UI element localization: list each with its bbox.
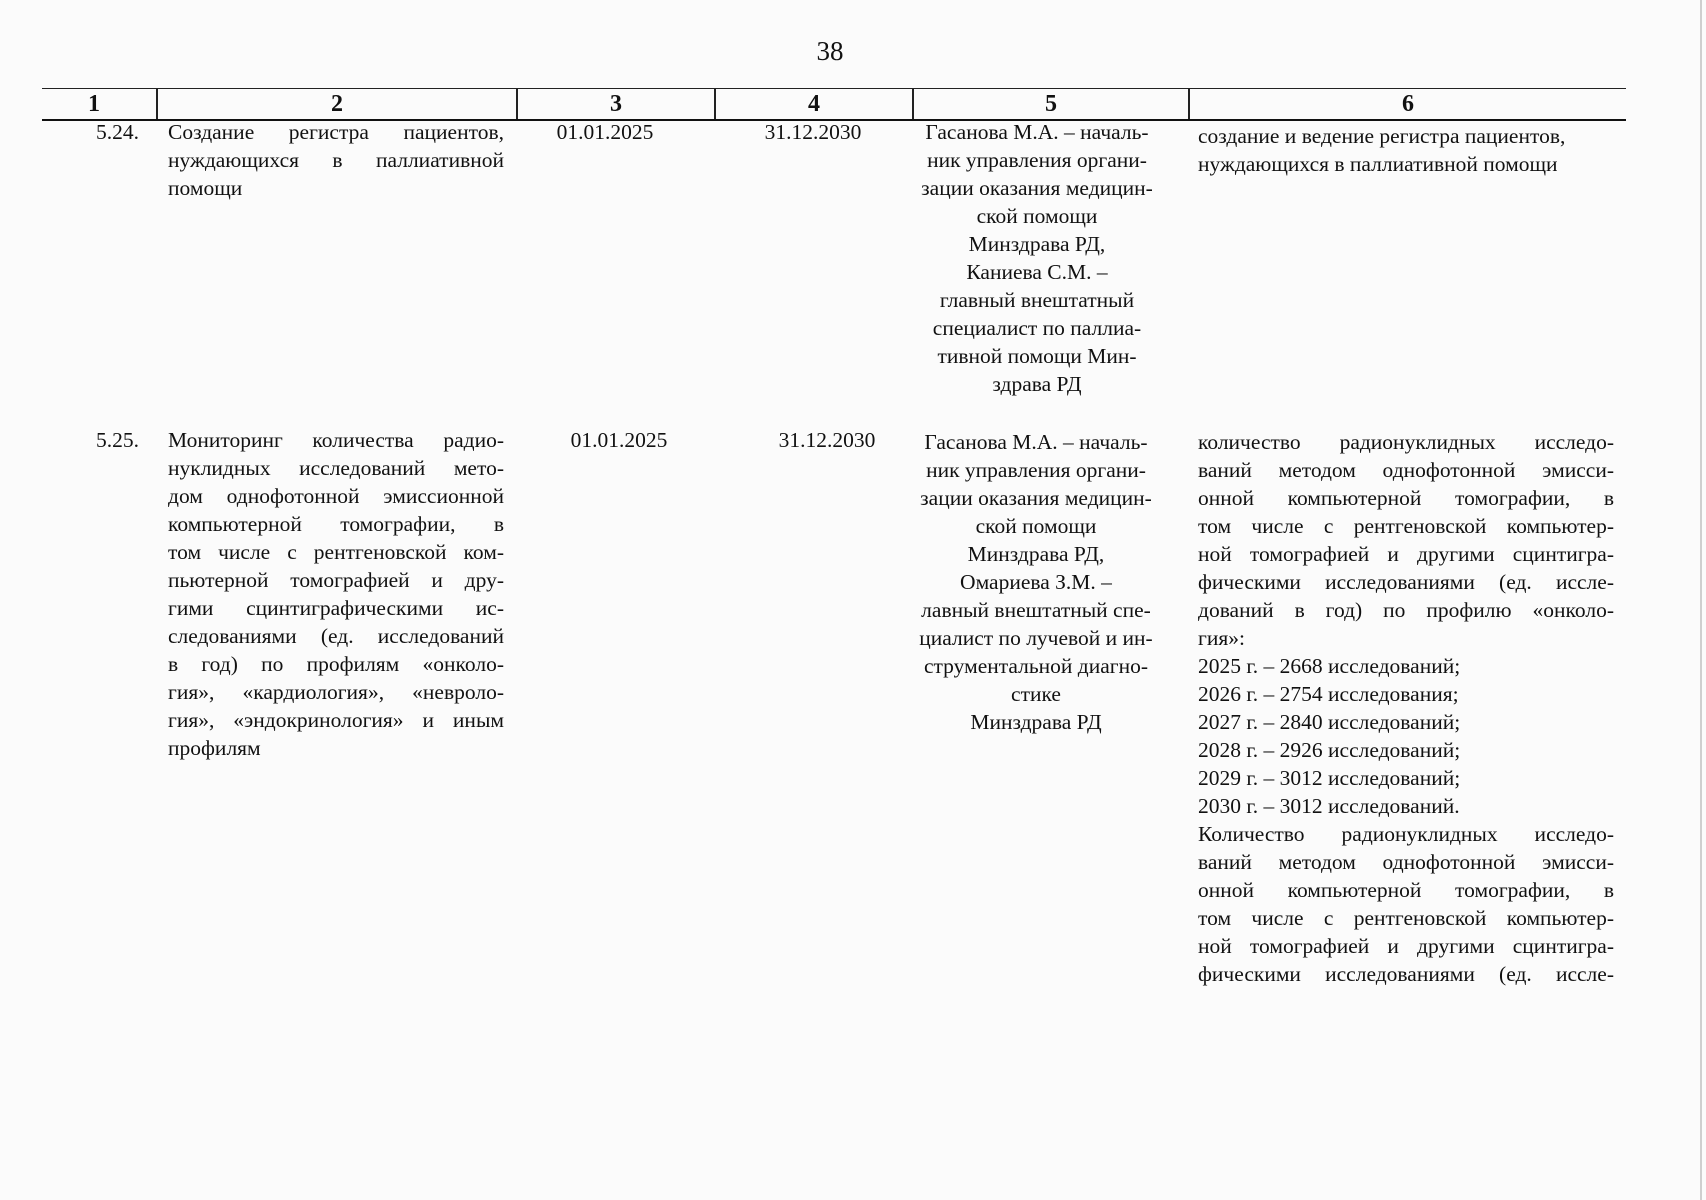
result-line: 2027 г. – 2840 исследований; [1198,710,1461,734]
activity-line: гия», «эндокринология» и иным [168,708,504,732]
table-header-row [42,88,1626,121]
result-line: 2029 г. – 3012 исследований; [1198,766,1461,790]
responsible-line: Минздрава РД [970,710,1102,734]
responsible-line: Минздрава РД, [967,542,1105,566]
responsible-line: струментальной диагно- [923,654,1149,678]
responsible-cell [886,428,1186,736]
responsible-cell [906,118,1168,398]
result-line: 2026 г. – 2754 исследования; [1198,682,1459,706]
responsible-line: Каниева С.М. – [966,260,1108,284]
result-line: фическими исследованиями (ед. иссле- [1198,962,1614,986]
result-line: онной компьютерной томографии, в [1198,878,1614,902]
column-header-6: 6 [1402,91,1414,117]
responsible-line: зации оказания медицин- [921,176,1153,200]
responsible-line: ник управления органи- [926,458,1146,482]
start-date-cell: 01.01.2025 [570,428,668,452]
activity-line: Создание регистра пациентов, [168,120,504,144]
result-line: создание и ведение регистра пациентов, [1198,124,1566,148]
responsible-line: главный внештатный [939,288,1135,312]
activity-line: следованиями (ед. исследований [168,624,504,648]
result-line: ной томографией и другими сцинтигра- [1198,934,1614,958]
result-cell [1198,428,1614,988]
responsible-line: циалист по лучевой и ин- [919,626,1153,650]
activity-line: гими сцинтиграфическими ис- [168,596,504,620]
page-edge [1700,0,1702,1200]
responsible-line: зации оказания медицин- [920,486,1152,510]
responsible-line: Омариева З.М. – [960,570,1112,594]
column-header-5: 5 [1045,91,1057,117]
page-number: 38 [816,36,844,66]
result-line: гия»: [1198,626,1245,650]
responsible-line: здрава РД [992,372,1082,396]
result-line: 2030 г. – 3012 исследований. [1198,794,1460,818]
result-line: том числе с рентгеновской компьютер- [1198,906,1614,930]
result-line: нуждающихся в паллиативной помощи [1198,152,1558,176]
result-line: дований в год) по профилю «онколо- [1198,598,1614,622]
activity-cell [168,426,504,762]
responsible-line: тивной помощи Мин- [937,344,1137,368]
result-line: онной компьютерной томографии, в [1198,486,1614,510]
result-line: ной томографией и другими сцинтигра- [1198,542,1614,566]
activity-line: нуклидных исследований мето- [168,456,504,480]
start-date-cell: 01.01.2025 [556,120,654,144]
responsible-line: ник управления органи- [927,148,1147,172]
activity-line: дом однофотонной эмиссионной [168,484,504,508]
responsible-line: стике [1011,682,1061,706]
row-number: 5.24. [96,120,139,144]
responsible-line: Гасанова М.А. – началь- [924,430,1148,454]
activity-line: Мониторинг количества радио- [168,428,504,452]
activity-line: компьютерной томографии, в [168,512,504,536]
column-header-2: 2 [331,91,343,117]
activity-line: в год) по профилям «онколо- [168,652,504,676]
result-line: ваний методом однофотонной эмисси- [1198,458,1614,482]
row-number: 5.25. [96,428,139,452]
result-line: фическими исследованиями (ед. иссле- [1198,570,1614,594]
end-date-cell: 31.12.2030 [778,428,876,452]
result-line: количество радионуклидных исследо- [1198,430,1614,454]
result-line: Количество радионуклидных исследо- [1198,822,1614,846]
activity-line: нуждающихся в паллиативной [168,148,504,172]
end-date-cell: 31.12.2030 [764,120,862,144]
activity-line: гия», «кардиология», «невроло- [168,680,504,704]
activity-line: том числе с рентгеновской ком- [168,540,504,564]
responsible-line: Гасанова М.А. – началь- [925,120,1149,144]
responsible-line: ской помощи [975,514,1097,538]
result-cell [1198,122,1614,178]
activity-line: пьютерной томографией и дру- [168,568,504,592]
responsible-line: Минздрава РД, [968,232,1106,256]
result-line: 2028 г. – 2926 исследований; [1198,738,1461,762]
responsible-line: лавный внештатный спе- [921,598,1151,622]
activity-line: профилям [168,736,261,760]
responsible-line: специалист по паллиа- [932,316,1142,340]
column-header-1: 1 [88,91,100,117]
activity-line: помощи [168,176,243,200]
column-header-4: 4 [808,91,820,117]
column-header-3: 3 [610,91,622,117]
activity-cell [168,118,504,202]
result-line: ваний методом однофотонной эмисси- [1198,850,1614,874]
responsible-line: ской помощи [976,204,1098,228]
result-line: том числе с рентгеновской компьютер- [1198,514,1614,538]
result-line: 2025 г. – 2668 исследований; [1198,654,1461,678]
